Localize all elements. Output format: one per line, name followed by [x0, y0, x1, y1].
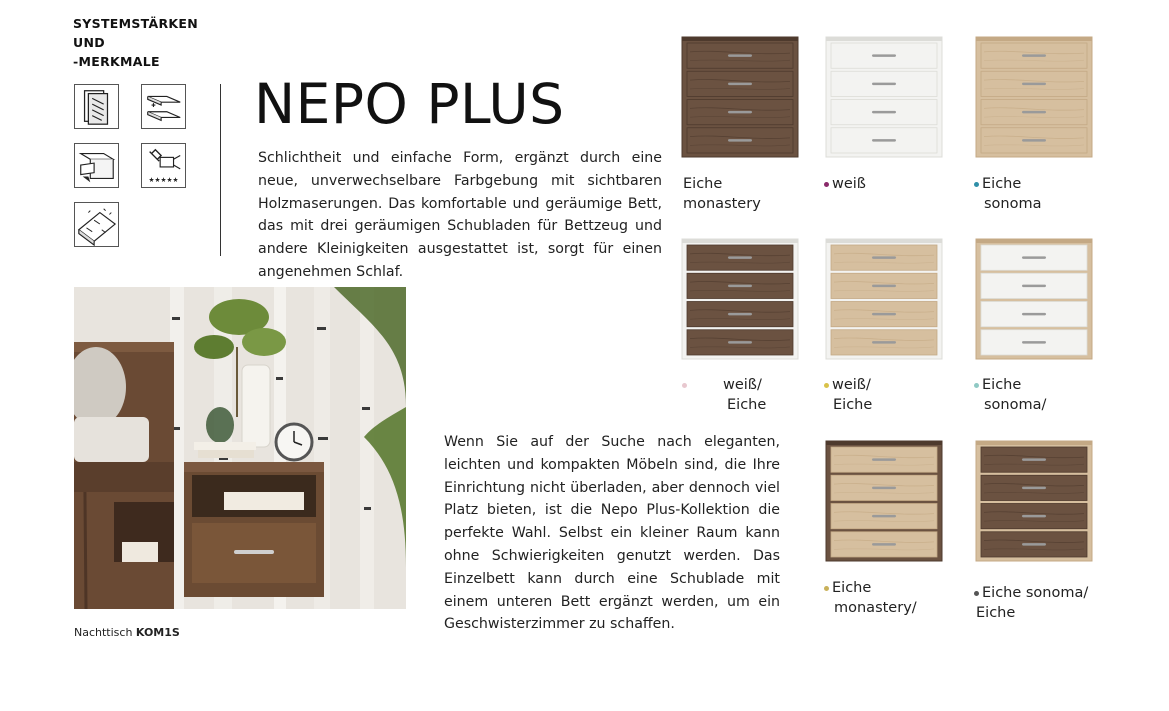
features-heading-line: SYSTEMSTÄRKEN	[73, 16, 199, 31]
screwdriver-rating-icon	[141, 143, 186, 188]
color-dot	[824, 383, 829, 388]
variant-label-2	[824, 174, 866, 194]
variant-label-line: Eiche	[833, 397, 873, 413]
drawer-handle	[728, 83, 752, 85]
drawer-handle	[1022, 341, 1046, 343]
drawer-handle	[872, 285, 896, 287]
edge-banding-icon	[141, 84, 186, 129]
drawer-handle	[1022, 543, 1046, 545]
product-title: NEPO PLUS	[254, 72, 565, 136]
variant-label-line: Eiche sonoma/	[982, 585, 1089, 601]
dresser-top-edge	[826, 239, 942, 243]
dresser-top-edge	[682, 37, 798, 41]
drawer-handle	[872, 256, 896, 258]
drawer-handle	[728, 313, 752, 315]
variant-label-line: monastery	[683, 196, 761, 212]
drawer-handle	[872, 458, 896, 460]
caption-prefix: Nachttisch	[74, 626, 136, 639]
product-description-collection: Wenn Sie auf der Suche nach eleganten, leichten und kompakten Möbeln sind, die Ihre Einrichtung nicht überladen, aber dennoch viel Platz bieten, ist die Nepo Plus-Kollektion die perfekte Wahl. Selbst ein kleiner Raum kann ohne Schwierigkeiten genutzt werden. Das Einzelbett kann durch eine Schublade mit einem unteren Bett ergänzt werden, um ein Geschwisterzimmer zu schaffen.	[444, 434, 780, 633]
dresser-variant-5	[824, 237, 944, 361]
variant-label-6	[974, 375, 1046, 415]
drawer-handle	[728, 111, 752, 113]
variant-label-line: weiß/	[832, 377, 871, 393]
color-dot	[824, 182, 829, 187]
variant-label-5	[824, 375, 872, 415]
drawer-handle	[1022, 487, 1046, 489]
easy-assembly-icon	[74, 202, 119, 247]
drawer-handle	[872, 83, 896, 85]
variant-label-line: Eiche	[832, 580, 872, 596]
drawer-handle	[1022, 313, 1046, 315]
dresser-top-edge	[826, 37, 942, 41]
dresser-top-edge	[826, 441, 942, 445]
dresser-variant-3	[974, 35, 1094, 159]
features-heading	[73, 14, 223, 71]
caption-model: KOM1S	[135, 626, 180, 639]
variant-label-3	[974, 174, 1042, 214]
features-heading-line: -MERKMALE	[73, 54, 160, 69]
pressboard-panels-icon	[74, 84, 119, 129]
variant-label-line: monastery/	[834, 600, 917, 616]
drawer-handle	[1022, 515, 1046, 517]
drawer-handle	[872, 515, 896, 517]
variant-label-line: Eiche	[727, 397, 767, 413]
drawer-handle	[872, 341, 896, 343]
variant-label-line: sonoma	[984, 196, 1042, 212]
variant-label-line: weiß	[832, 176, 866, 192]
drawer-handle	[872, 543, 896, 545]
drawer-handle	[1022, 285, 1046, 287]
drawer-handle	[872, 139, 896, 141]
drawer-handle	[1022, 54, 1046, 56]
dresser-variant-6	[974, 237, 1094, 361]
photo-caption	[74, 626, 180, 639]
variant-label-8	[974, 583, 1088, 623]
drawer-handle	[1022, 256, 1046, 258]
variant-label-line: Eiche	[982, 176, 1022, 192]
variant-label-1	[683, 174, 761, 214]
dresser-variant-4	[680, 237, 800, 361]
variant-label-7	[824, 578, 917, 618]
drawer-handle	[1022, 111, 1046, 113]
dresser-variant-7	[824, 439, 944, 563]
dresser-top-edge	[976, 37, 1092, 41]
drawer-handle	[872, 313, 896, 315]
drawer-handle	[728, 341, 752, 343]
color-dot	[682, 383, 687, 388]
product-description-intro: Schlichtheit und einfache Form, ergänzt durch eine neue, unverwechselbare Farbgebung mit sichtbaren Holzmaserungen. Das komfortable und geräumige Bett, das mit drei geräumigen Schubladen für Bettzeug und andere Kleinigkeiten ausgestattet ist, sorgt für einen angenehmen Schlaf.	[258, 150, 662, 280]
drawer-handle	[728, 139, 752, 141]
drawer-handle	[728, 256, 752, 258]
drawer-handle	[872, 487, 896, 489]
drawer-handle	[872, 111, 896, 113]
variant-label-line: sonoma/	[984, 397, 1047, 413]
dresser-top-edge	[682, 239, 798, 243]
dresser-top-edge	[976, 239, 1092, 243]
bedroom-photo	[74, 287, 406, 609]
dresser-variant-1	[680, 35, 800, 159]
rating-stars: ★★★★★	[148, 176, 179, 185]
variant-label-line: Eiche	[976, 605, 1016, 621]
drawer-handle	[728, 285, 752, 287]
dresser-variant-2	[824, 35, 944, 159]
variant-label-line: weiß/	[723, 377, 762, 393]
color-dot	[974, 591, 979, 596]
color-dot	[974, 182, 979, 187]
divider-line	[220, 84, 221, 256]
variant-label-line: Eiche	[683, 176, 723, 192]
variant-label-line: Eiche	[982, 377, 1022, 393]
variant-label-4	[682, 375, 766, 415]
drawer-handle	[728, 54, 752, 56]
dresser-top-edge	[976, 441, 1092, 445]
drawer-handle	[872, 54, 896, 56]
drawer-handle	[1022, 139, 1046, 141]
drawer-handle	[1022, 458, 1046, 460]
color-dot	[974, 383, 979, 388]
color-dot	[824, 586, 829, 591]
features-heading-line: UND	[73, 35, 105, 50]
dresser-variant-8	[974, 439, 1094, 563]
drawer-handle	[1022, 83, 1046, 85]
drawer-runner-icon	[74, 143, 119, 188]
